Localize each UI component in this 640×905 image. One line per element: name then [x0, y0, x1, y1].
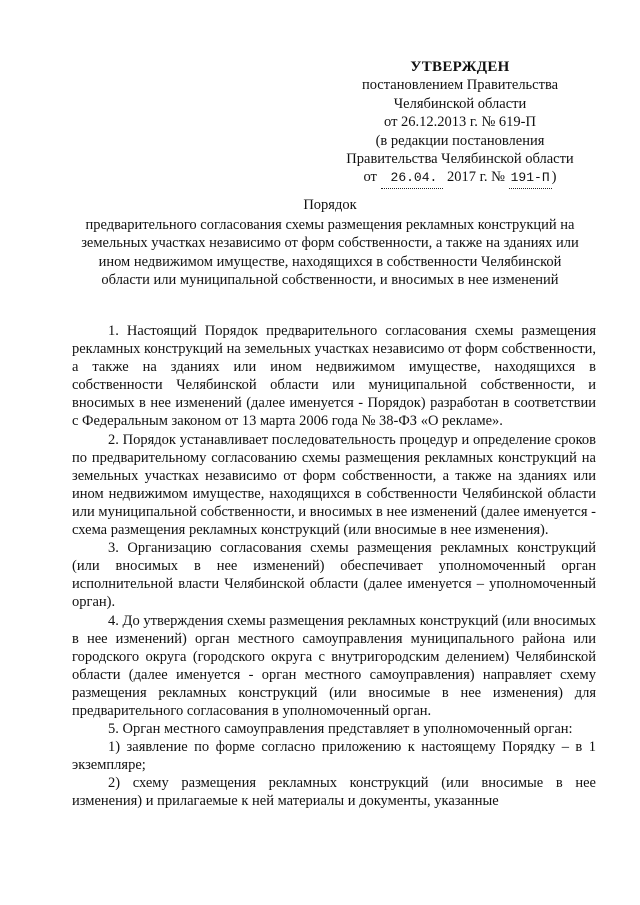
title-heading: Порядок: [303, 197, 357, 213]
paragraph-4: 4. До утверждения схемы размещения рекламных конструкций (или вносимых в нее изменений) орган местного самоуправления муниципального района или городского округа (городского округа с внутригородским делением) Челябинской области (далее именуется - орган местного самоуправления) направляет схему размещения рекламных конструкций (или вносимые в нее изменения) для предварительного согласования в уполномоченный орган.: [72, 612, 596, 719]
document-title: [60, 196, 600, 289]
revision-close: ): [551, 169, 557, 186]
title-line: предварительного согласования схемы размещения рекламных конструкций на: [85, 217, 575, 234]
approval-line: Челябинской области: [393, 95, 527, 112]
title-line: земельных участках независимо от форм собственности, а также на зданиях или: [81, 235, 579, 252]
revision-year: 2017 г. №: [446, 169, 505, 186]
paragraph-5: 5. Орган местного самоуправления представляет в уполномоченный орган:: [108, 721, 573, 738]
approval-revision-line: [320, 168, 600, 188]
revision-prefix: от: [363, 169, 377, 186]
title-line: ином недвижимом имуществе, находящихся в собственности Челябинской: [98, 253, 562, 270]
title-line: области или муниципальной собственности, и вносимых в нее изменений: [101, 271, 559, 288]
approval-line: Правительства Челябинской области: [346, 151, 574, 168]
paragraph-2: 2. Порядок устанавливает последовательность процедур и определение сроков по предварительному согласованию схемы размещения рекламных конструкций на земельных участках независимо от форм собственности, а также на зданиях или ином недвижимом имуществе, находящихся в собственности Челябинской области или муниципальной собственности, и вносимых в нее изменений (далее именуется - схема размещения рекламных конструкций (или вносимые в нее изменения).: [72, 431, 596, 539]
paragraph-3: 3. Организацию согласования схемы размещения рекламных конструкций (или вносимых в нее изменений) обеспечивает уполномоченный орган исполнительной власти Челябинской области (далее именуется – уполномоченный орган).: [72, 540, 596, 611]
approval-line: (в редакции постановления: [375, 132, 545, 149]
approval-line: от 26.12.2013 г. № 619-П: [384, 114, 536, 131]
paragraph-5-item-1: 1) заявление по форме согласно приложению к настоящему Порядку – в 1 экземпляре;: [72, 739, 596, 774]
revision-date: 26.04.: [381, 169, 444, 188]
paragraph-1: 1. Настоящий Порядок предварительного согласования схемы размещения рекламных конструкций на земельных участках независимо от форм собственности, а также на зданиях или ином недвижимом имуществе, находящихся в собственности Челябинской области или муниципальной собственности, и вносимых в нее изменений (далее именуется - Порядок) разработан в соответствии с Федеральным законом от 13 марта 2006 года № 38-ФЗ «О рекламе».: [72, 323, 596, 430]
approval-line: постановлением Правительства: [361, 77, 559, 94]
approval-stamp: [320, 58, 600, 189]
revision-number: 191-П: [509, 169, 552, 188]
paragraph-5-item-2: 2) схему размещения рекламных конструкций (или вносимые в нее изменения) и прилагаемые к ней материалы и документы, указанные: [72, 775, 596, 810]
document-body: [72, 322, 596, 811]
approval-heading: УТВЕРЖДЕН: [410, 59, 510, 75]
